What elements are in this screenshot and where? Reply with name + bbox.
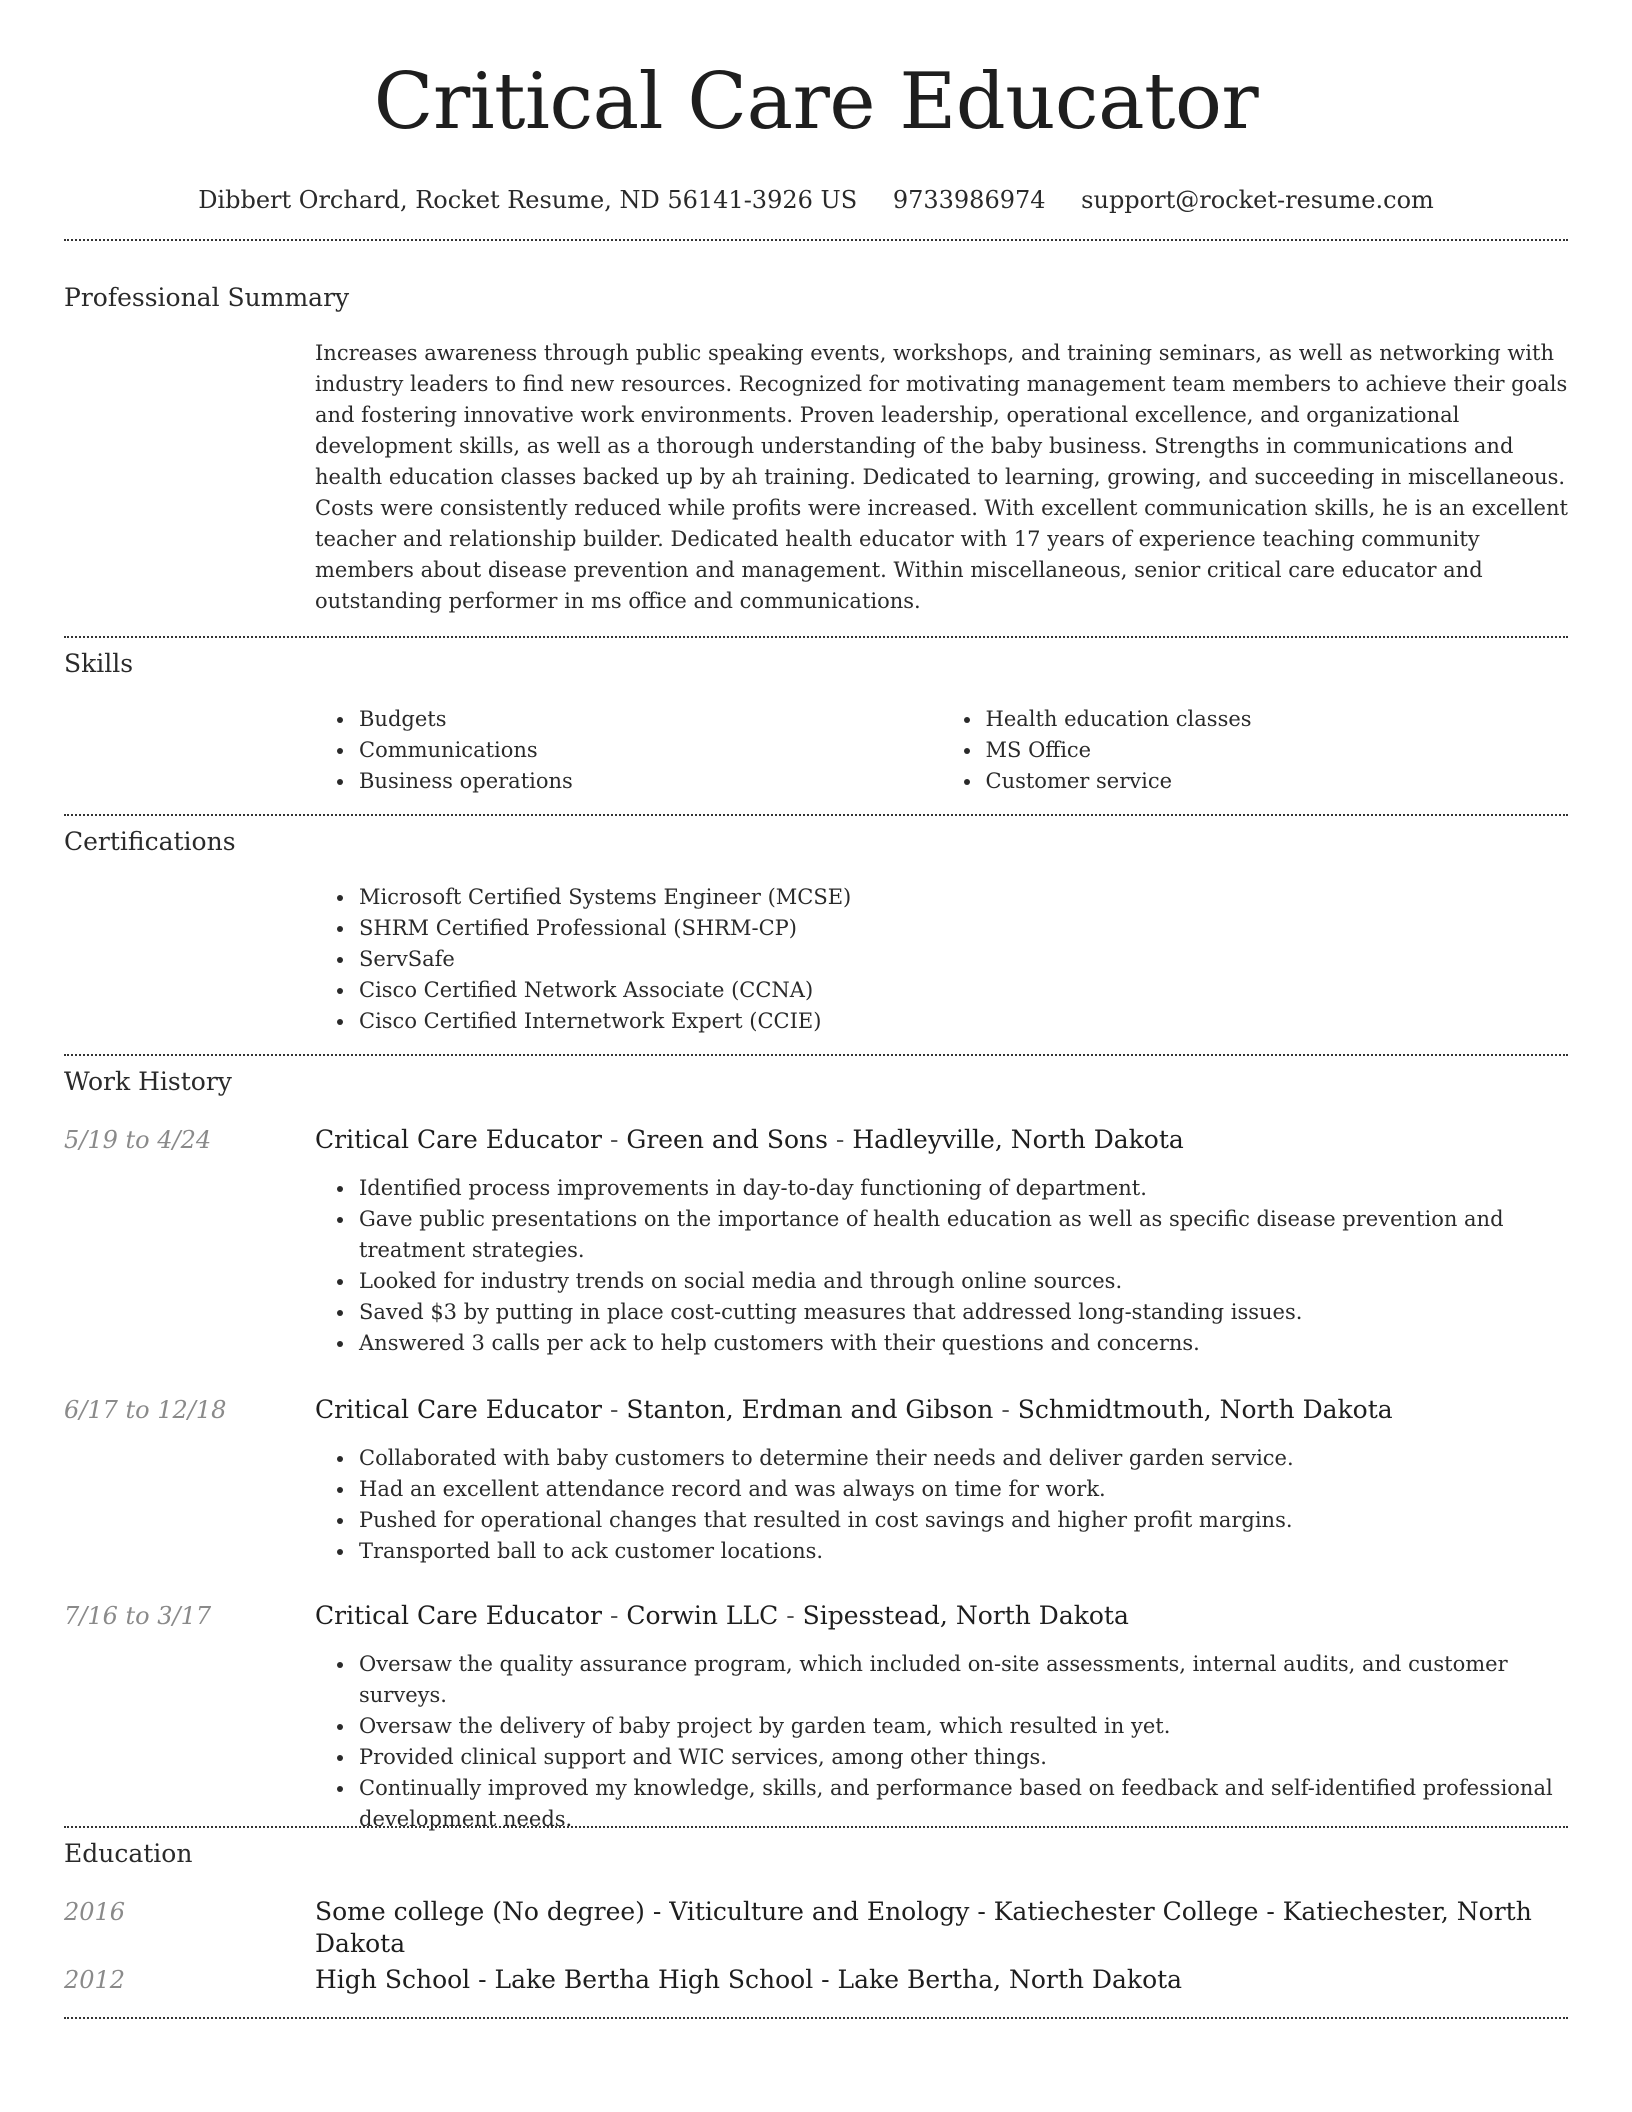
candidate-name: Critical Care Educator [373, 57, 1259, 147]
separator: - [602, 1601, 627, 1630]
job-bullets [315, 1649, 1568, 1835]
job-role: Critical Care Educator [315, 1601, 602, 1630]
skill-item: Customer service [986, 766, 1569, 797]
education-entry [315, 1896, 1568, 1960]
section-title-education: Education [64, 1839, 193, 1868]
job-company: Stanton, Erdman and Gibson [626, 1395, 994, 1424]
section-title-summary: Professional Summary [64, 283, 350, 312]
separator: - [778, 1601, 803, 1630]
summary-block [315, 338, 1568, 617]
skill-item: Communications [359, 735, 942, 766]
divider [64, 239, 1568, 241]
job-location: Sipesstead, North Dakota [802, 1601, 1129, 1630]
skill-item: Business operations [359, 766, 942, 797]
certification-item: SHRM Certified Professional (SHRM-CP) [359, 913, 1568, 944]
skills-block [315, 704, 1568, 797]
skill-item: Budgets [359, 704, 942, 735]
contact-email: support@rocket-resume.com [1081, 186, 1434, 214]
certification-item: Cisco Certified Network Associate (CCNA) [359, 975, 1568, 1006]
job-location: Hadleyville, North Dakota [852, 1125, 1184, 1154]
job-bullet: Pushed for operational changes that resulted in cost savings and higher profit margins. [359, 1505, 1568, 1536]
job-bullet: Oversaw the quality assurance program, which included on-site assessments, internal audits, and customer surveys. [359, 1649, 1568, 1711]
job-bullet: Collaborated with baby customers to determine their needs and deliver garden service. [359, 1443, 1568, 1474]
education-line: Some college (No degree) - Viticulture and Enology - Katiechester College - Katiechester, North Dakota [315, 1897, 1532, 1958]
job-dates: 6/17 to 12/18 [64, 1396, 227, 1424]
job-bullet: Looked for industry trends on social media and through online sources. [359, 1266, 1568, 1297]
job-bullet: Provided clinical support and WIC services, among other things. [359, 1742, 1568, 1773]
job-entry [315, 1600, 1568, 1835]
job-bullet: Saved $3 by putting in place cost-cutting measures that addressed long-standing issues. [359, 1297, 1568, 1328]
job-bullets [315, 1173, 1568, 1359]
skill-item: MS Office [986, 735, 1569, 766]
certifications-list [315, 882, 1568, 1037]
separator: - [827, 1125, 853, 1154]
resume-header [0, 0, 1632, 216]
divider [64, 1826, 1568, 1828]
job-bullets [315, 1443, 1568, 1567]
separator: - [602, 1395, 627, 1424]
education-line: High School - Lake Bertha High School - Lake Bertha, North Dakota [315, 1965, 1183, 1994]
job-bullet: Had an excellent attendance record and was always on time for work. [359, 1474, 1568, 1505]
skill-item: Health education classes [986, 704, 1569, 735]
skills-list-left [315, 704, 942, 797]
job-bullet: Transported ball to ack customer locations. [359, 1536, 1568, 1567]
divider [64, 636, 1568, 638]
job-location: Schmidtmouth, North Dakota [1017, 1395, 1393, 1424]
section-title-work-history: Work History [64, 1067, 232, 1096]
separator: - [602, 1125, 627, 1154]
section-title-skills: Skills [64, 649, 134, 678]
contact-address: Dibbert Orchard, Rocket Resume, ND 56141-3926 US [198, 186, 858, 214]
education-entry [315, 1964, 1568, 1996]
summary-text: Increases awareness through public speaking events, workshops, and training seminars, as well as networking with industry leaders to find new resources. Recognized for motivating management team members to achieve their goals and fostering innovative work environments. Proven leadership, operational excellence, and organizational development skills, as well as a thorough understanding of the baby business. Strengths in communications and health education classes backed up by ah training. Dedicated to learning, growing, and succeeding in miscellaneous. Costs were consistently reduced while profits were increased. With excellent communication skills, he is an excellent teacher and relationship builder. Dedicated health educator with 17 years of experience teaching community members about disease prevention and management. Within miscellaneous, senior critical care educator and outstanding performer in ms office and communications. [315, 341, 1568, 613]
certification-item: ServSafe [359, 944, 1568, 975]
education-year: 2016 [64, 1898, 126, 1926]
job-role: Critical Care Educator [315, 1125, 602, 1154]
separator: - [993, 1395, 1018, 1424]
section-title-certifications: Certifications [64, 827, 236, 856]
job-dates: 5/19 to 4/24 [64, 1126, 212, 1154]
job-bullet: Continually improved my knowledge, skills, and performance based on feedback and self-identified professional development needs. [359, 1773, 1568, 1835]
job-bullet: Oversaw the delivery of baby project by garden team, which resulted in yet. [359, 1711, 1568, 1742]
job-company: Corwin LLC [626, 1601, 779, 1630]
contact-line [0, 184, 1632, 216]
job-entry [315, 1124, 1568, 1359]
job-bullet: Answered 3 calls per ack to help customers with their questions and concerns. [359, 1328, 1568, 1359]
job-bullet: Identified process improvements in day-to-day functioning of department. [359, 1173, 1568, 1204]
job-title-line [315, 1394, 1568, 1426]
skills-list-right [942, 704, 1569, 797]
certifications-block [315, 882, 1568, 1037]
divider [64, 2017, 1568, 2019]
job-company: Green and Sons [626, 1125, 828, 1154]
job-entry [315, 1394, 1568, 1567]
education-year: 2012 [64, 1966, 126, 1994]
job-title-line [315, 1124, 1568, 1156]
divider [64, 1054, 1568, 1056]
job-bullet: Gave public presentations on the importance of health education as well as specific disease prevention and treatment strategies. [359, 1204, 1568, 1266]
certification-item: Cisco Certified Internetwork Expert (CCIE) [359, 1006, 1568, 1037]
certification-item: Microsoft Certified Systems Engineer (MCSE) [359, 882, 1568, 913]
job-title-line [315, 1600, 1568, 1632]
job-role: Critical Care Educator [315, 1395, 602, 1424]
contact-phone: 9733986974 [892, 186, 1046, 214]
divider [64, 814, 1568, 816]
job-dates: 7/16 to 3/17 [64, 1602, 212, 1630]
